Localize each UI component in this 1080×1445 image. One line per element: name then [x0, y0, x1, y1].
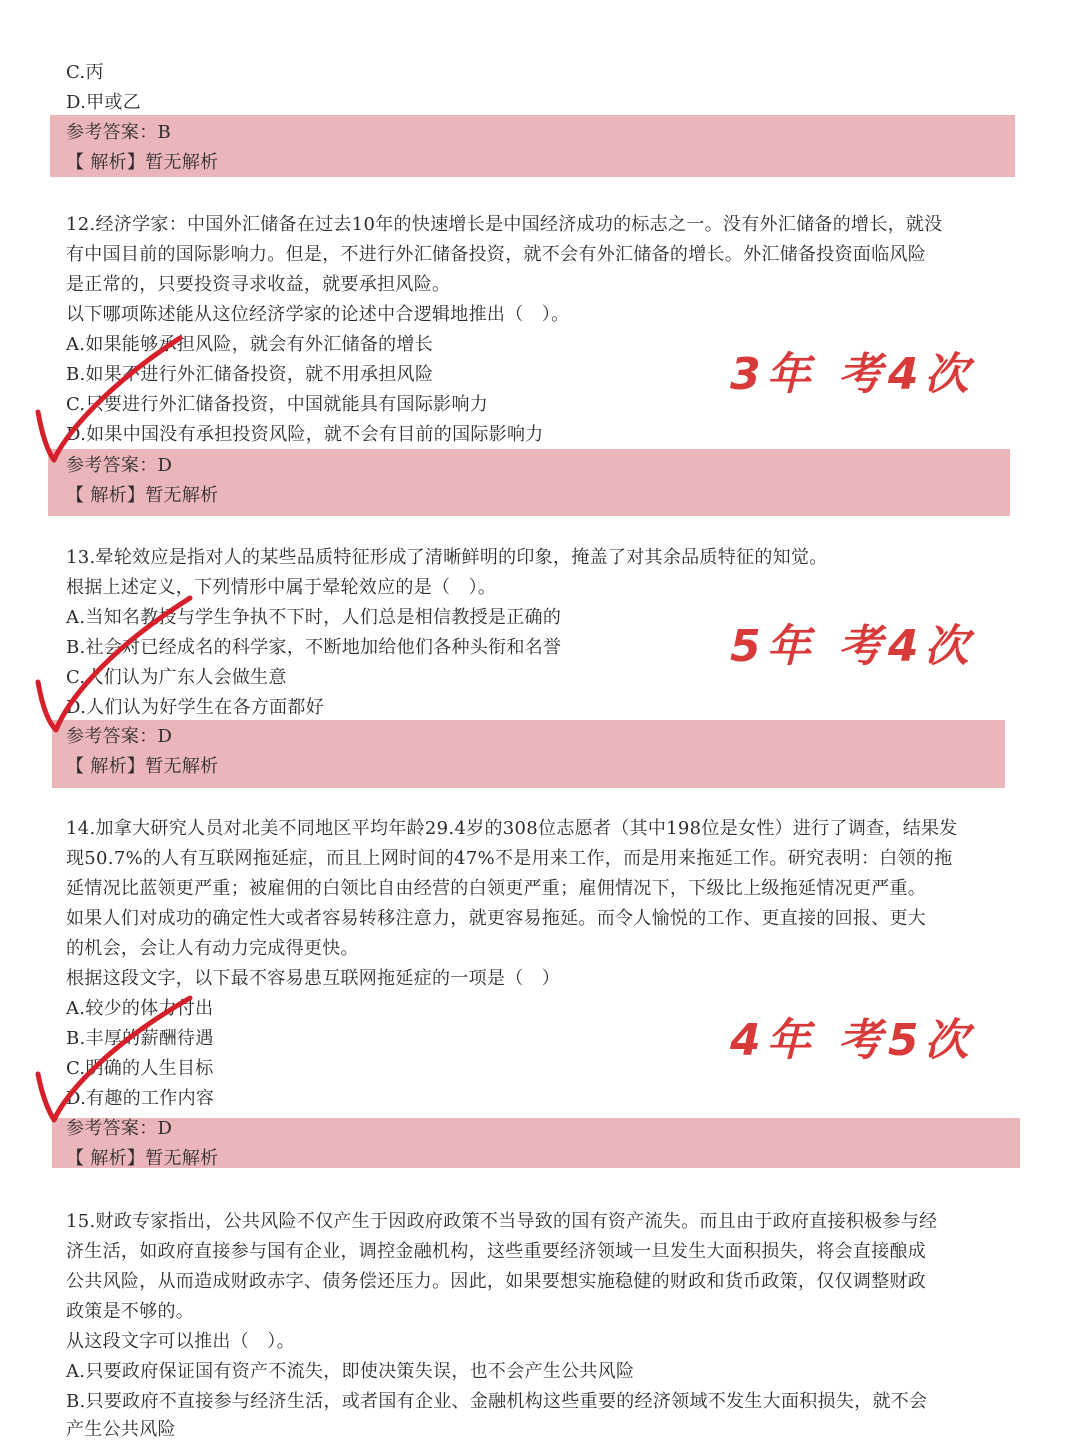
q14-option-b: B.丰厚的薪酬待遇	[66, 1028, 214, 1049]
q12-frequency-annotation: 3年 考4次	[730, 349, 975, 400]
q14-stem-line: 14.加拿大研究人员对北美不同地区平均年龄29.4岁的308位志愿者（其中198位是女性）进行了调查，结果发	[66, 818, 958, 839]
q14-question: 根据这段文字，以下最不容易患互联网拖延症的一项是（ ）	[66, 968, 561, 989]
q15-stem-line: 政策是不够的。	[66, 1301, 195, 1322]
q11-option-d: D.甲或乙	[66, 92, 142, 113]
q15-stem-line: 公共风险，从而造成财政赤字、债务偿还压力。因此，如果要想实施稳健的财政和货币政策，仅仅调整财政	[66, 1271, 927, 1292]
q11-option-c: C.丙	[66, 62, 104, 83]
q15-stem-line: 15.财政专家指出，公共风险不仅产生于因政府政策不当导致的国有资产流失。而且由于政府直接积极参与经	[66, 1211, 938, 1232]
q14-stem-line: 的机会，会让人有动力完成得更快。	[66, 938, 359, 959]
q12-stem-line: 12.经济学家：中国外汇储备在过去10年的快速增长是中国经济成功的标志之一。没有外汇储备的增长，就没	[66, 214, 943, 235]
q12-option-b: B.如果不进行外汇储备投资，就不用承担风险	[66, 364, 434, 385]
q13-question: 根据上述定义，下列情形中属于晕轮效应的是（ ）。	[66, 577, 497, 598]
q12-answer: 参考答案：D	[66, 455, 173, 476]
checkmark-annotation-icon	[30, 590, 230, 740]
q13-option-c: C.人们认为广东人会做生意	[66, 667, 287, 688]
q12-option-a: A.如果能够承担风险，就会有外汇储备的增长	[66, 334, 434, 355]
q14-stem-line: 如果人们对成功的确定性大或者容易转移注意力，就更容易拖延。而令人愉悦的工作、更直接的回报、更大	[66, 908, 927, 929]
q14-option-c: C.明确的人生目标	[66, 1058, 214, 1079]
q15-option-b-continued: 产生公共风险	[66, 1419, 176, 1440]
q14-option-d: D.有趣的工作内容	[66, 1088, 215, 1109]
q11-answer: 参考答案：B	[66, 122, 172, 143]
q12-option-d: D.如果中国没有承担投资风险，就不会有目前的国际影响力	[66, 424, 544, 445]
q12-stem-line: 是正常的，只要投资寻求收益，就要承担风险。	[66, 274, 451, 295]
q12-analysis: 【 解析】暂无解析	[66, 485, 219, 506]
q14-analysis: 【 解析】暂无解析	[66, 1148, 219, 1169]
q13-answer: 参考答案：D	[66, 726, 173, 747]
q12-question: 以下哪项陈述能从这位经济学家的论述中合逻辑地推出（ ）。	[66, 304, 570, 325]
q14-stem-line: 延情况比蓝领更严重；被雇佣的白领比自由经营的白领更严重；雇佣情况下，下级比上级拖延情况更严重。	[66, 878, 927, 899]
q15-option-b: B.只要政府不直接参与经济生活，或者国有企业、金融机构这些重要的经济领域不发生大面积损失，就不会	[66, 1391, 928, 1412]
q13-analysis: 【 解析】暂无解析	[66, 756, 219, 777]
q14-stem-line: 现50.7%的人有互联网拖延症，而且上网时间的47%不是用来工作，而是用来拖延工作。研究表明：白领的拖	[66, 848, 953, 869]
q11-analysis: 【 解析】暂无解析	[66, 152, 219, 173]
checkmark-annotation-icon	[30, 990, 230, 1130]
q15-option-a: A.只要政府保证国有资产不流失，即使决策失误，也不会产生公共风险	[66, 1361, 635, 1382]
q13-option-a: A.当知名教授与学生争执不下时，人们总是相信教授是正确的	[66, 607, 562, 628]
q14-option-a: A.较少的体力付出	[66, 998, 214, 1019]
q15-question: 从这段文字可以推出（ ）。	[66, 1331, 295, 1352]
q13-stem-line: 13.晕轮效应是指对人的某些品质特征形成了清晰鲜明的印象，掩盖了对其余品质特征的知觉。	[66, 547, 828, 568]
q14-frequency-annotation: 4年 考5次	[730, 1015, 975, 1066]
q13-option-d: D.人们认为好学生在各方面都好	[66, 697, 325, 718]
q12-stem-line: 有中国目前的国际影响力。但是，不进行外汇储备投资，就不会有外汇储备的增长。外汇储备投资面临风险	[66, 244, 927, 265]
q14-answer: 参考答案：D	[66, 1118, 173, 1139]
q13-frequency-annotation: 5年 考4次	[730, 621, 975, 672]
checkmark-annotation-icon	[30, 330, 230, 470]
q13-option-b: B.社会对已经成名的科学家，不断地加给他们各种头衔和名誉	[66, 637, 562, 658]
q12-option-c: C.只要进行外汇储备投资，中国就能具有国际影响力	[66, 394, 489, 415]
q15-stem-line: 济生活，如政府直接参与国有企业，调控金融机构，这些重要经济领域一旦发生大面积损失，将会直接酿成	[66, 1241, 927, 1262]
